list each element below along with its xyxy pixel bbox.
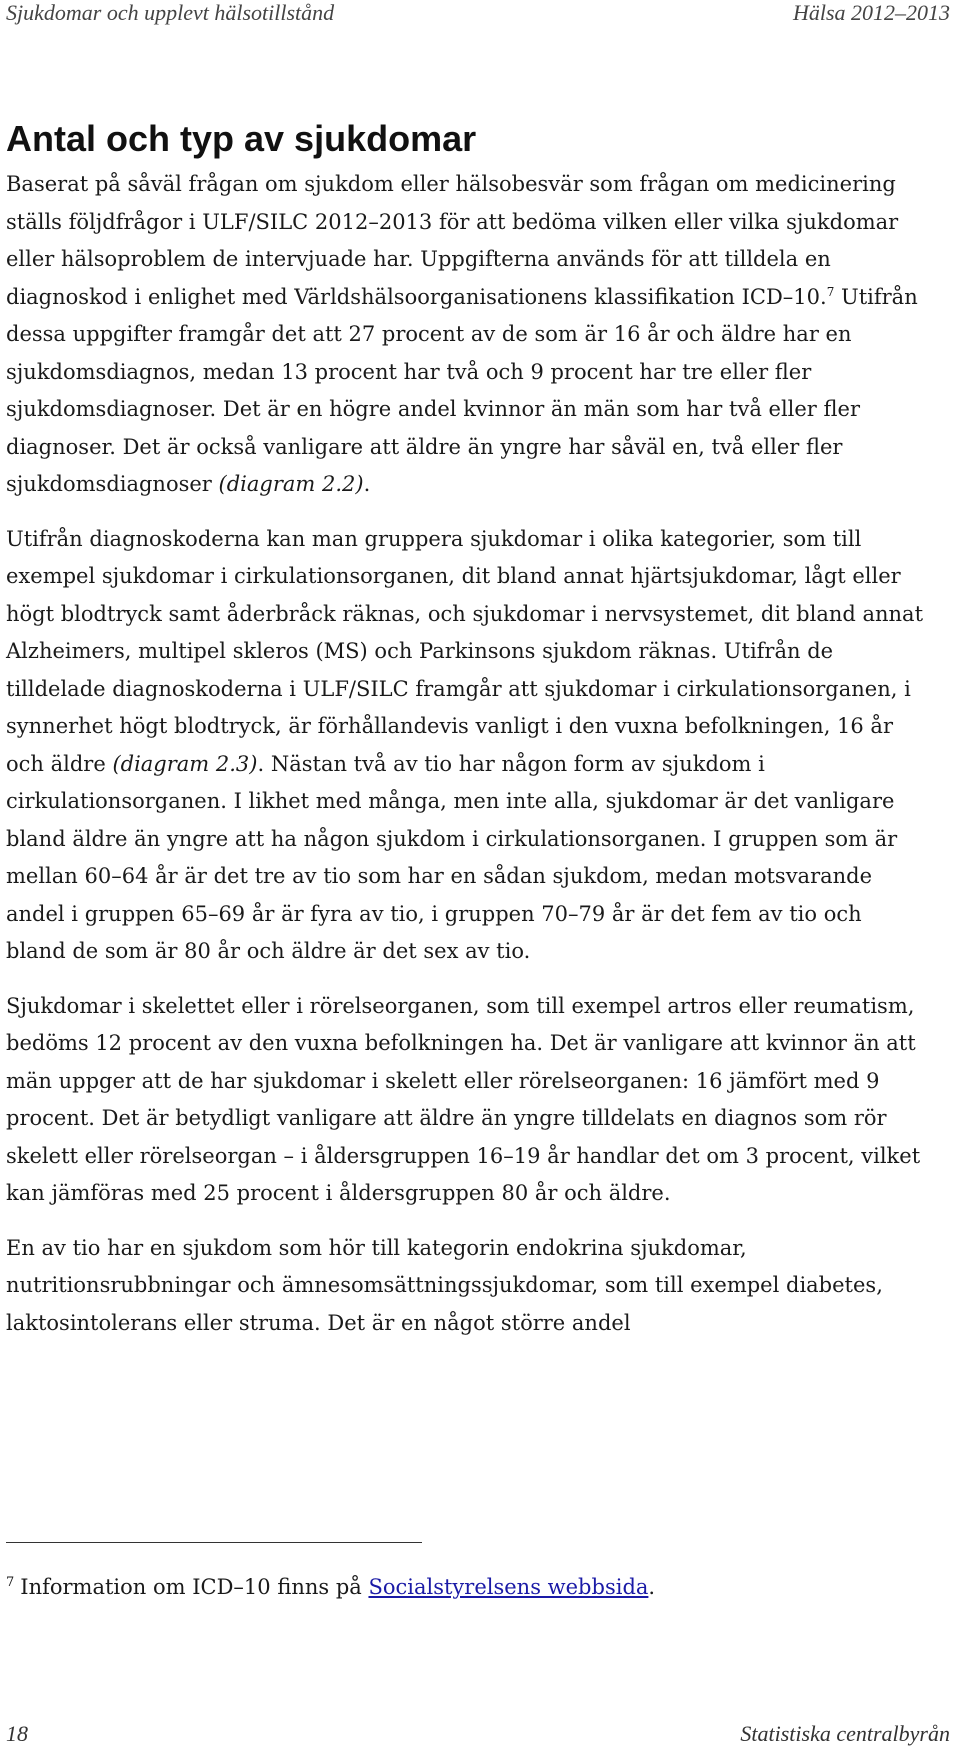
- paragraph-1-text-a: Baserat på såväl frågan om sjukdom eller hälsobesvär som frågan om medicinering ställs följdfrågor i ULF/SILC 2012–2013 för att bedöma vilken eller vilka sjukdomar eller hälsoproblem de intervjuade har. Uppgifterna används för att tilldela en diagnoskod i enlighet med Världshälsoorganisationens klassifikation ICD–10.: [6, 172, 899, 309]
- paragraph-1-text-b: Utifrån dessa uppgifter framgår det att 27 procent av de som är 16 år och äldre har en sjukdomsdiagnos, medan 13 procent har två och 9 procent har tre eller fler sjukdomsdiagnoser. Det är en högre andel kvinnor än män som har två eller fler diagnoser. Det är också vanligare att äldre än yngre har såväl en, två eller fler sjukdomsdiagnoser: [6, 284, 918, 496]
- running-header: [6, 0, 950, 30]
- footnote-text: Information om ICD–10 finns på: [20, 1575, 369, 1599]
- socialstyrelsen-link[interactable]: Socialstyrelsens webbsida: [368, 1575, 649, 1599]
- paragraph-1: [6, 166, 926, 504]
- paragraph-4: En av tio har en sjukdom som hör till kategorin endokrina sjukdomar, nutritionsrubbningar och ämnesomsättningssjukdomar, som till exempel diabetes, laktosintolerans eller struma. Det är en något större andel: [6, 1235, 883, 1335]
- footnote-divider: [6, 1542, 422, 1543]
- footnote-reference[interactable]: 7: [826, 284, 835, 299]
- footnote: [6, 1570, 926, 1604]
- paragraph-3: Sjukdomar i skelettet eller i rörelseorganen, som till exempel artros eller reumatism, bedöms 12 procent av den vuxna befolkningen ha. Det är vanligare att kvinnor än att män uppger att de har sjukdomar i skelett eller rörelseorganen: 16 jämfört med 9 procent. Det är betydligt vanligare att äldre än yngre tilldelats en diagnos som rör skelett eller rörelseorgan – i åldersgruppen 16–19 år handlar det om 3 procent, vilket kan jämföras med 25 procent i åldersgruppen 80 år och äldre.: [6, 993, 921, 1205]
- diagram-reference-2-3: (diagram 2.3): [112, 751, 258, 776]
- publisher-name: Statistiska centralbyrån: [740, 1721, 950, 1746]
- page-number: 18: [6, 1721, 28, 1746]
- header-chapter-title: Sjukdomar och upplevt hälsotillstånd: [6, 0, 335, 25]
- page-content: [6, 118, 926, 1359]
- running-footer: [6, 1717, 950, 1747]
- header-publication-title: Hälsa 2012–2013: [792, 0, 950, 25]
- footnote-end: .: [648, 1575, 656, 1599]
- section-title: Antal och typ av sjukdomar: [6, 118, 477, 159]
- paragraph-2-text-a: Utifrån diagnoskoderna kan man gruppera sjukdomar i olika kategorier, som till exempel sjukdomar i cirkulationsorganen, dit bland annat hjärtsjukdomar, lågt eller högt blodtryck samt åderbråck räknas, och sjukdomar i nervsystemet, dit bland annat Alzheimers, multipel skleros (MS) och Parkinsons sjukdom räknas. Utifrån de tilldelade diagnoskoderna i ULF/SILC framgår att sjukdomar i cirkulationsorganen, i synnerhet högt blodtryck, är förhållandevis vanligt i den vuxna befolkningen, 16 år och äldre: [6, 526, 924, 776]
- footnote-number: 7: [6, 1575, 15, 1590]
- paragraph-2: [6, 521, 926, 971]
- diagram-reference-2-2: (diagram 2.2): [218, 472, 364, 496]
- paragraph-1-text-c: .: [363, 472, 371, 496]
- paragraph-2-text-b: . Nästan två av tio har någon form av sjukdom i cirkulationsorganen. I likhet med många, men inte alla, sjukdomar är det vanligare bland äldre än yngre att ha någon sjukdom i cirkulationsorganen. I gruppen som är mellan 60–64 år är det tre av tio som har en sådan sjukdom, medan motsvarande andel i gruppen 65–69 år är fyra av tio, i gruppen 70–79 år är det fem av tio och bland de som är 80 år och äldre är det sex av tio.: [6, 751, 898, 963]
